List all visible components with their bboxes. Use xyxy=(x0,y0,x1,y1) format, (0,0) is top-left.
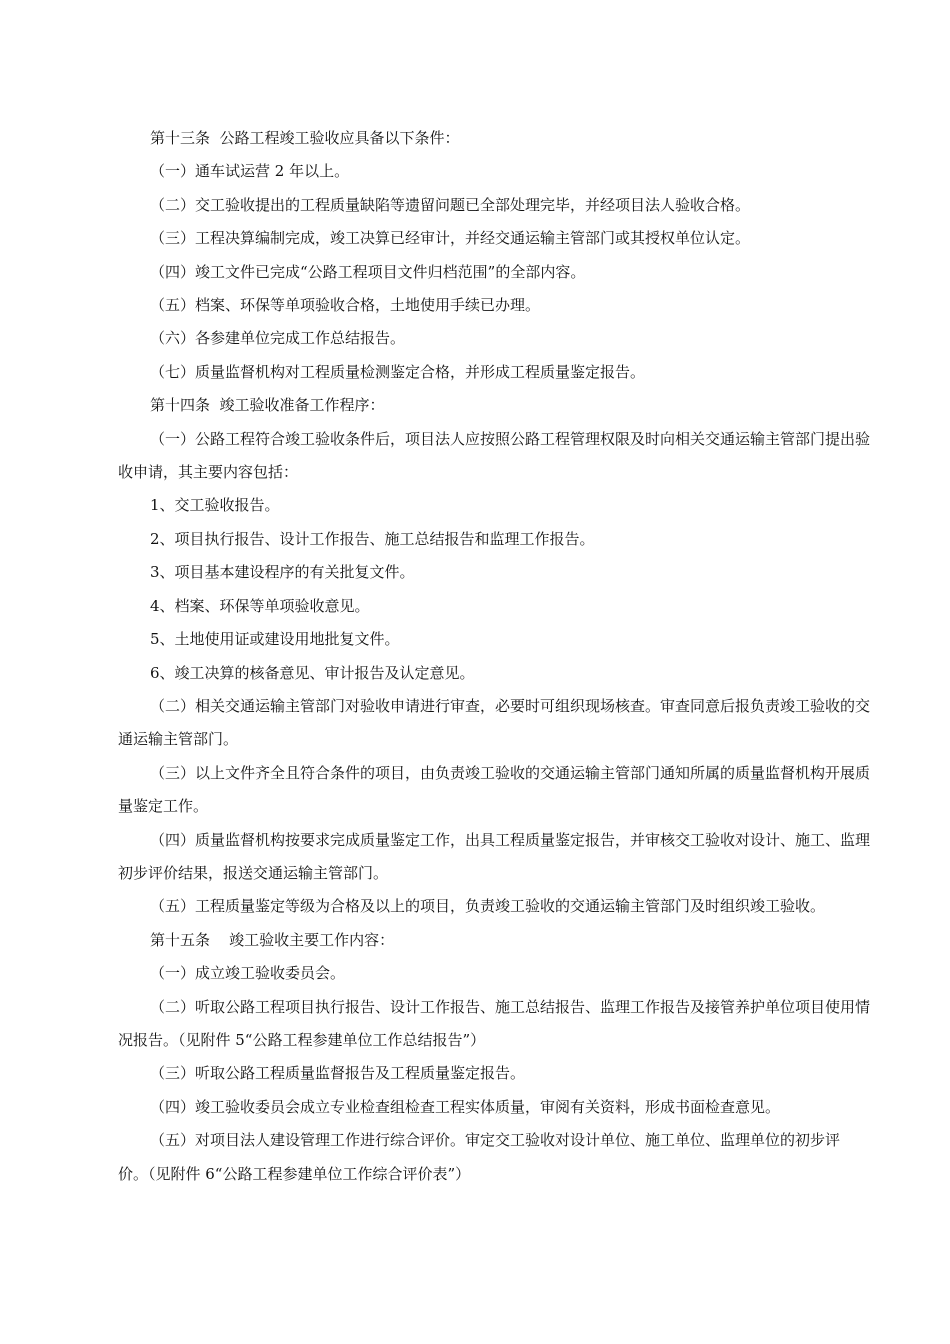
article-13-item-5: （五）档案、环保等单项验收合格，土地使用手续已办理。 xyxy=(150,296,541,315)
article-13-item-6: （六）各参建单位完成工作总结报告。 xyxy=(150,329,406,348)
article-14-subitem-1: 1、交工验收报告。 xyxy=(150,496,280,515)
article-15-item-2: （二）听取公路工程项目执行报告、设计工作报告、施工总结报告、监理工作报告及接管养护单位项目使用情况报告。（见附件 5“公路工程参建单位工作总结报告”） xyxy=(118,997,871,1049)
article-13-item-4: （四）竣工文件已完成“公路工程项目文件归档范围”的全部内容。 xyxy=(150,262,586,281)
article-13-heading: 第十三条 公路工程竣工验收应具备以下条件： xyxy=(150,129,460,147)
article-13-item-1: （一）通车试运营 2 年以上。 xyxy=(150,162,350,181)
article-14-item-5: （五）工程质量鉴定等级为合格及以上的项目，负责竣工验收的交通运输主管部门及时组织竣工验收。 xyxy=(150,897,826,916)
article-14-heading: 第十四条 竣工验收准备工作程序： xyxy=(150,396,385,415)
article-14-subitem-5: 5、土地使用证或建设用地批复文件。 xyxy=(150,630,400,649)
article-14-subitem-6: 6、竣工决算的核备意见、审计报告及认定意见。 xyxy=(150,663,475,682)
article-14-item-3: （三）以上文件齐全且符合条件的项目，由负责竣工验收的交通运输主管部门通知所属的质量监督机构开展质量鉴定工作。 xyxy=(118,763,871,816)
article-15-item-5: （五）对项目法人建设管理工作进行综合评价。审定交工验收对设计单位、施工单位、监理单位的初步评价。（见附件 6“公路工程参建单位工作综合评价表”） xyxy=(118,1131,841,1183)
article-13-item-2: （二）交工验收提出的工程质量缺陷等遗留问题已全部处理完毕，并经项目法人验收合格。 xyxy=(150,195,751,214)
article-13-item-3: （三）工程决算编制完成，竣工决算已经审计，并经交通运输主管部门或其授权单位认定。 xyxy=(150,229,751,248)
article-13-item-7: （七）质量监督机构对工程质量检测鉴定合格，并形成工程质量鉴定报告。 xyxy=(150,362,646,381)
article-14-item-4: （四）质量监督机构按要求完成质量鉴定工作，出具工程质量鉴定报告，并审核交工验收对设计、施工、监理初步评价结果，报送交通运输主管部门。 xyxy=(118,830,871,882)
article-15-item-1: （一）成立竣工验收委员会。 xyxy=(150,964,346,983)
article-15-heading: 第十五条 竣工验收主要工作内容： xyxy=(150,930,395,949)
article-14-subitem-4: 4、档案、环保等单项验收意见。 xyxy=(150,596,370,615)
article-14-item-1: （一）公路工程符合竣工验收条件后，项目法人应按照公路工程管理权限及时向相关交通运输主管部门提出验收申请，其主要内容包括： xyxy=(118,429,871,482)
article-15-item-4: （四）竣工验收委员会成立专业检查组检查工程实体质量，审阅有关资料，形成书面检查意见。 xyxy=(150,1097,781,1116)
document-page xyxy=(118,122,870,1191)
article-14-subitem-2: 2、项目执行报告、设计工作报告、施工总结报告和监理工作报告。 xyxy=(150,529,595,548)
article-15-item-3: （三）听取公路工程质量监督报告及工程质量鉴定报告。 xyxy=(150,1064,526,1083)
article-14-subitem-3: 3、项目基本建设程序的有关批复文件。 xyxy=(150,563,415,582)
article-14-item-2: （二）相关交通运输主管部门对验收申请进行审查，必要时可组织现场核查。审查同意后报负责竣工验收的交通运输主管部门。 xyxy=(118,696,871,749)
